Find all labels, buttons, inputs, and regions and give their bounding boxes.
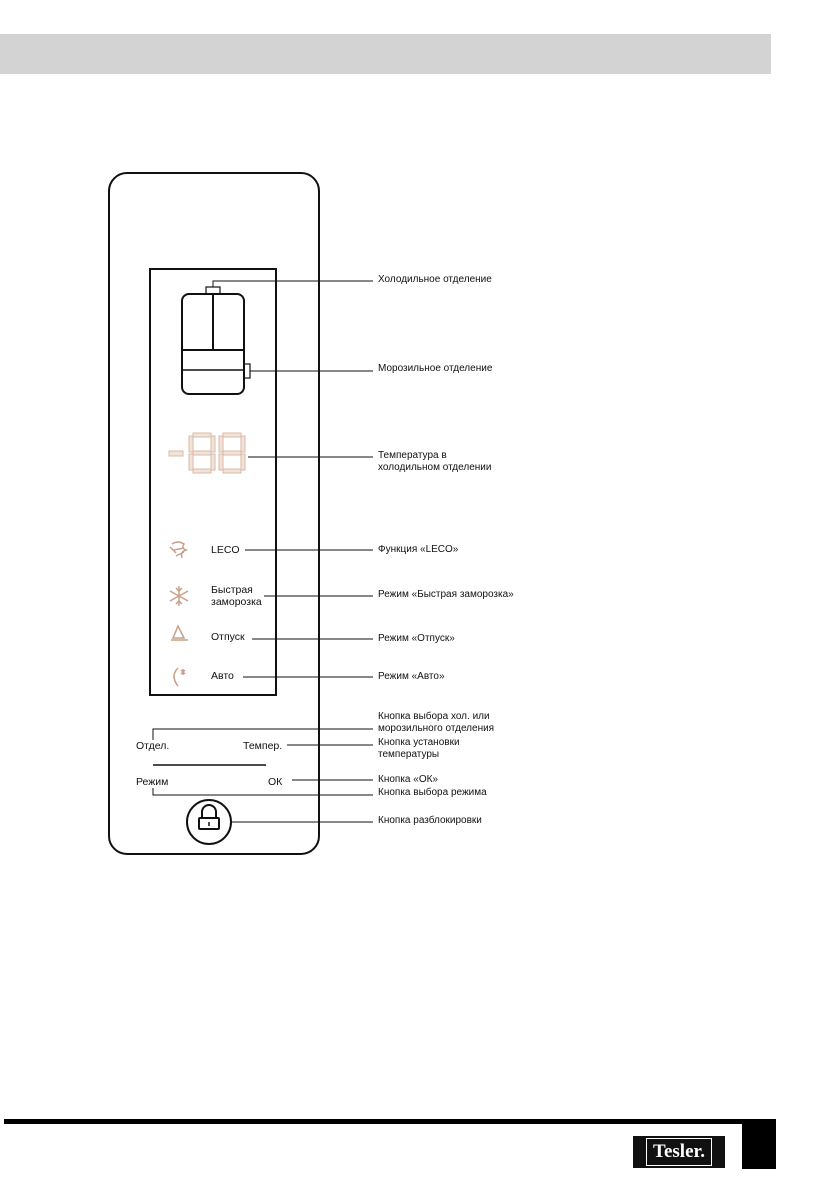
callout-compartment: Кнопка выбора хол. или морозильного отделения — [378, 711, 495, 734]
logo-text: Tesler. — [646, 1138, 712, 1166]
mode-button[interactable]: Режим — [136, 776, 169, 788]
unlock-button — [187, 800, 231, 844]
callout-freezer: Морозильное отделение — [378, 363, 493, 374]
callout-fridge-temp: Температура в холодильном отделении — [378, 450, 492, 473]
callout-unlock: Кнопка разблокировки — [378, 815, 482, 826]
callout-temp: Кнопка установки температуры — [378, 737, 460, 760]
callout-auto: Режим «Авто» — [378, 671, 445, 682]
ok-button[interactable]: ОК — [268, 776, 283, 788]
leco-icon — [170, 542, 186, 558]
temperature-display — [169, 433, 245, 473]
snowflake-icon — [170, 586, 188, 606]
auto-label: Авто — [211, 670, 234, 682]
callout-fast-freeze: Режим «Быстрая заморозка» — [378, 589, 514, 600]
compartment-button[interactable]: Отдел. — [136, 740, 170, 752]
vacation-label: Отпуск — [211, 631, 245, 643]
callout-leco: Функция «LECO» — [378, 544, 459, 555]
footer-line — [4, 1119, 775, 1124]
callout-vacation: Режим «Отпуск» — [378, 633, 455, 644]
vacation-icon — [171, 626, 188, 640]
footer-tab — [742, 1119, 776, 1169]
fast-freeze-label: Быстрая заморозка — [211, 584, 262, 608]
callout-fridge: Холодильное отделение — [378, 274, 492, 285]
fridge-icon — [182, 287, 250, 394]
temp-button[interactable]: Темпер. — [243, 740, 283, 752]
tesler-logo — [633, 1136, 725, 1168]
leco-label: LECO — [211, 544, 240, 556]
callout-mode: Кнопка выбора режима — [378, 787, 487, 798]
auto-icon — [174, 668, 185, 686]
callout-ok: Кнопка «ОК» — [378, 774, 438, 785]
